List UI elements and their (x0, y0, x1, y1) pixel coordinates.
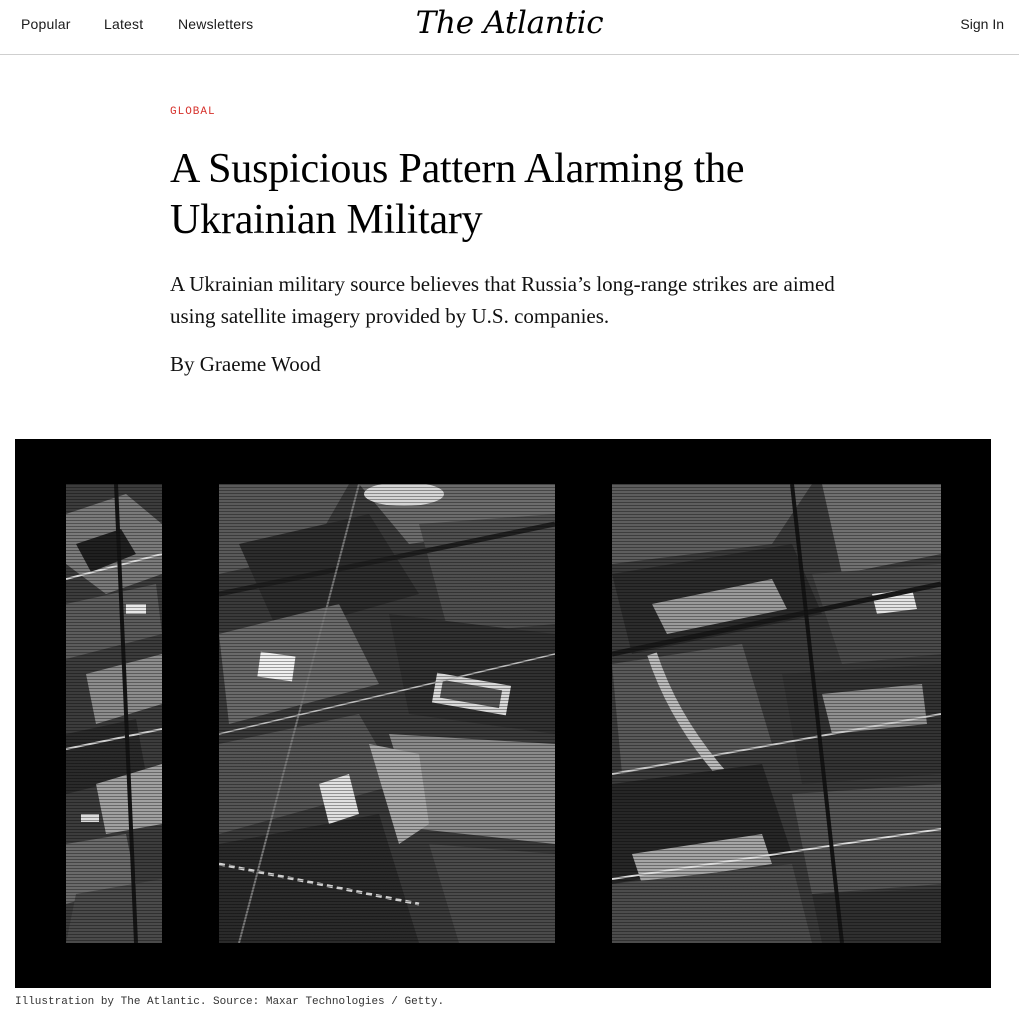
byline (170, 350, 321, 378)
author-link[interactable]: Graeme Wood (199, 352, 321, 376)
satellite-panel-right (612, 484, 941, 943)
satellite-image-right (612, 484, 941, 943)
site-header (0, 0, 1019, 55)
nav-popular-link[interactable]: Popular (21, 16, 71, 32)
sign-in-link[interactable]: Sign In (960, 16, 1004, 32)
article-headline: A Suspicious Pattern Alarming the Ukrainian Military (170, 146, 745, 243)
image-caption: Illustration by The Atlantic. Source: Maxar Technologies / Getty. (15, 996, 445, 1008)
byline-prefix: By (170, 352, 200, 376)
section-label[interactable]: GLOBAL (170, 106, 216, 118)
site-logo[interactable]: The Atlantic (415, 5, 604, 41)
satellite-image-left (66, 484, 162, 943)
satellite-panel-left (66, 484, 162, 943)
nav-newsletters-link[interactable]: Newsletters (178, 16, 254, 32)
satellite-image-center (219, 484, 555, 943)
nav-latest-link[interactable]: Latest (104, 16, 144, 32)
article-dek: A Ukrainian military source believes that Russia’s long-range strikes are aimed using satellite imagery provided by U.S. companies. (170, 272, 835, 328)
satellite-panel-center (219, 484, 555, 943)
lead-illustration (15, 439, 991, 988)
